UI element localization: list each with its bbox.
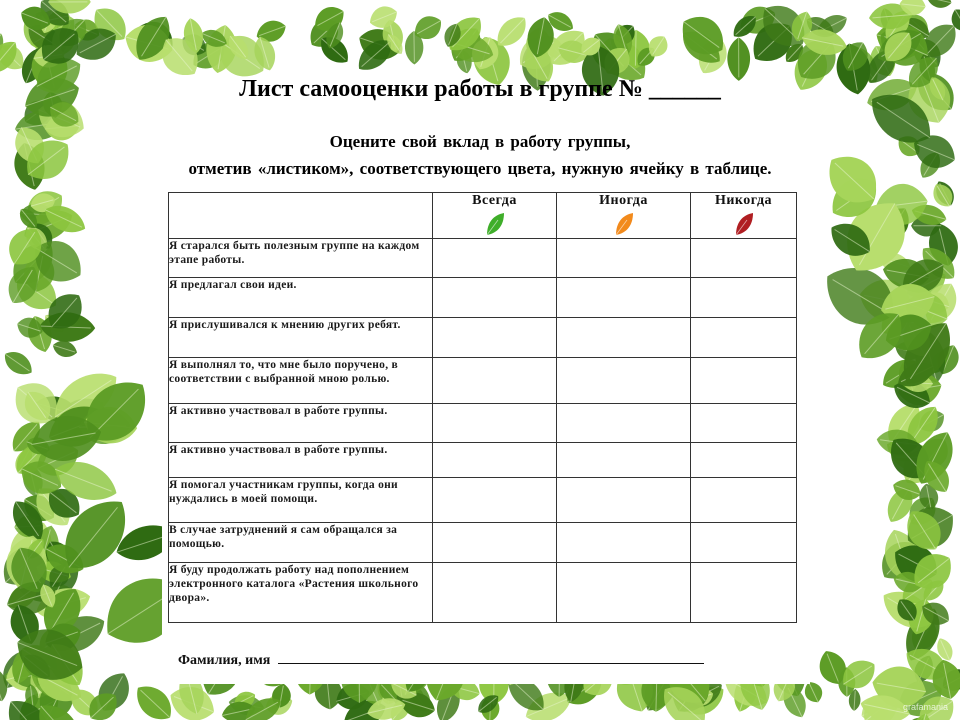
rating-cell-never[interactable] — [691, 523, 797, 563]
rating-cell-always[interactable] — [433, 523, 557, 563]
self-assessment-table — [168, 192, 797, 623]
column-header-never — [691, 193, 797, 239]
table-row — [169, 443, 797, 478]
name-input-line[interactable] — [278, 651, 704, 664]
table-row — [169, 404, 797, 443]
rating-cell-sometimes[interactable] — [557, 358, 691, 404]
statement-cell: Я прислушивался к мнению других ребят. — [169, 318, 433, 358]
rating-cell-sometimes[interactable] — [557, 523, 691, 563]
rating-cell-never[interactable] — [691, 239, 797, 278]
statement-cell: Я помогал участникам группы, когда они нуждались в моей помощи. — [169, 478, 433, 523]
rating-cell-always[interactable] — [433, 563, 557, 623]
statement-cell: В случае затруднений я сам обращался за помощью. — [169, 523, 433, 563]
rating-cell-never[interactable] — [691, 404, 797, 443]
rating-cell-sometimes[interactable] — [557, 563, 691, 623]
rating-cell-never[interactable] — [691, 443, 797, 478]
statement-cell: Я старался быть полезным группе на каждом этапе работы. — [169, 239, 433, 278]
rating-cell-sometimes[interactable] — [557, 318, 691, 358]
rating-cell-always[interactable] — [433, 358, 557, 404]
statement-cell: Я выполнял то, что мне было поручено, в соответствии с выбранной мною ролью. — [169, 358, 433, 404]
name-field — [178, 651, 704, 669]
statement-cell: Я буду продолжать работу над пополнением электронного каталога «Растения школьного двора». — [169, 563, 433, 623]
instruction-line-1: Оцените свой вклад в работу группы, — [329, 132, 631, 151]
rating-cell-sometimes[interactable] — [557, 404, 691, 443]
rating-cell-always[interactable] — [433, 443, 557, 478]
column-header-always — [433, 193, 557, 239]
orange-leaf-icon — [613, 211, 635, 237]
header-empty-cell — [169, 193, 433, 239]
rating-cell-never[interactable] — [691, 278, 797, 318]
watermark: grafamania — [902, 702, 948, 712]
rating-cell-never[interactable] — [691, 563, 797, 623]
rating-cell-never[interactable] — [691, 318, 797, 358]
green-leaf-icon — [484, 211, 506, 237]
rating-cell-always[interactable] — [433, 404, 557, 443]
statement-cell: Я активно участвовал в работе группы. — [169, 443, 433, 478]
rating-cell-always[interactable] — [433, 239, 557, 278]
instruction-line-2: отметив «листиком», соответствующего цвета, нужную ячейку в таблице. — [188, 159, 772, 178]
rating-cell-never[interactable] — [691, 478, 797, 523]
table-row — [169, 358, 797, 404]
rating-cell-always[interactable] — [433, 278, 557, 318]
page-title: Лист самооценки работы в группе № ______ — [239, 76, 721, 102]
rating-cell-sometimes[interactable] — [557, 239, 691, 278]
table-row — [169, 478, 797, 523]
name-field-label: Фамилия, имя — [178, 653, 271, 668]
rating-cell-sometimes[interactable] — [557, 478, 691, 523]
statement-cell: Я активно участвовал в работе группы. — [169, 404, 433, 443]
table-row — [169, 523, 797, 563]
table-row — [169, 239, 797, 278]
rating-cell-sometimes[interactable] — [557, 278, 691, 318]
column-label: Иногда — [599, 193, 648, 208]
column-label: Всегда — [472, 193, 517, 208]
column-label: Никогда — [714, 193, 773, 208]
table-row — [169, 318, 797, 358]
rating-cell-never[interactable] — [691, 358, 797, 404]
statement-cell: Я предлагал свои идеи. — [169, 278, 433, 318]
red-leaf-icon — [733, 211, 755, 237]
rating-cell-always[interactable] — [433, 478, 557, 523]
rating-cell-sometimes[interactable] — [557, 443, 691, 478]
column-header-sometimes — [557, 193, 691, 239]
table-header-row — [169, 193, 797, 239]
table-row — [169, 563, 797, 623]
table-row — [169, 278, 797, 318]
rating-cell-always[interactable] — [433, 318, 557, 358]
